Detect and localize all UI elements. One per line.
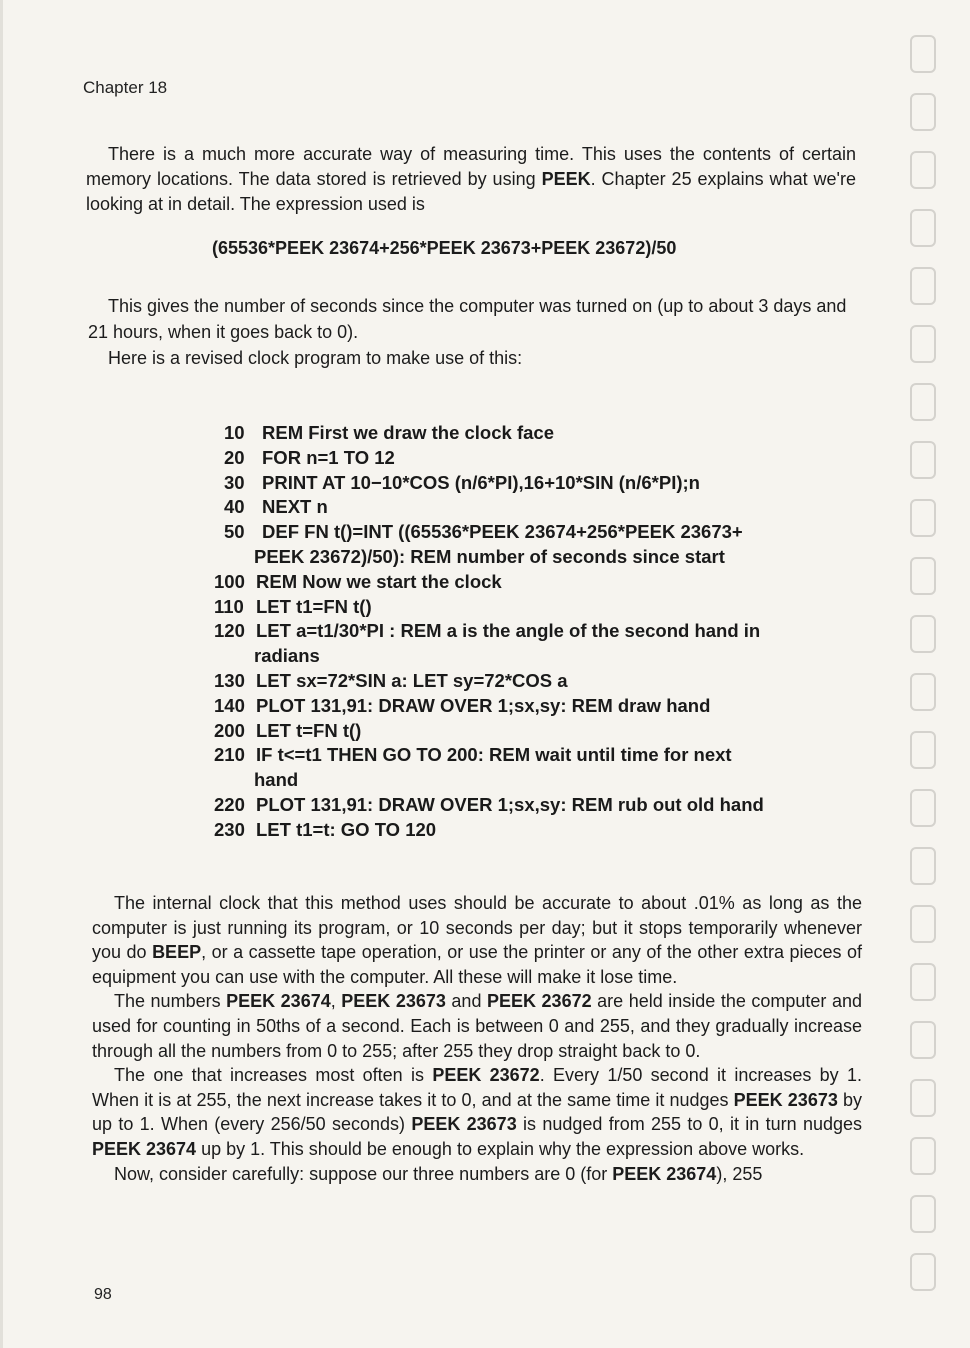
line-number: 120 [214,620,245,642]
line-code: NEXT n [262,496,328,518]
page-edge [0,0,3,1348]
intro-text-continued: . Chapter 25 explains what we're looking at in detail. The expression used is [86,169,856,214]
listing-line [214,495,854,520]
explanation-paragraph: This gives the number of seconds since the computer was turned on (up to about 3 days and 21 hours, when it goes back to 0). [88,296,847,342]
binder-hole [910,1253,936,1291]
binder-hole [910,35,936,73]
listing-line [214,669,854,694]
listing-line [214,471,854,496]
listing-line [214,719,854,744]
body-paragraph-consider: Now, consider carefully: suppose our three numbers are 0 (for PEEK 23674), 255 [114,1163,763,1184]
line-code: PLOT 131,91: DRAW OVER 1;sx,sy: REM draw hand [256,694,711,716]
line-code: PRINT AT 10−10*COS (n/6*PI),16+10*SIN (n/6*PI);n [262,471,700,493]
binder-hole [910,151,936,189]
binder-hole [910,1021,936,1059]
body-paragraph-accuracy: The internal clock that this method uses should be accurate to about .01% as long as the computer is just running its program, or 10 seconds per day; but it stops temporarily whenever you do BEEP, or a cassette tape operation, or use the printer or any of the other extra pieces of equipment you can use with the computer. All these will make it lose time. [92,893,862,987]
listing-line-continuation: PEEK 23672)/50): REM number of seconds since start [254,545,725,567]
binder-hole [910,209,936,247]
binder-holes [900,30,950,1330]
listing-line [214,743,854,768]
body-paragraph-numbers: The numbers PEEK 23674, PEEK 23673 and PEEK 23672 are held inside the computer and used for counting in 50ths of a second. Each is between 0 and 255, and they gradually increase through all the numbers from 0 to 255; after 255 they drop straight back to 0. [92,991,862,1061]
line-number: 140 [214,694,245,716]
line-number: 20 [224,446,245,468]
intro-bold-keyword: PEEK [541,169,591,189]
binder-hole [910,1195,936,1233]
line-number: 200 [214,719,245,741]
formula-explanation [88,293,858,371]
line-code: PLOT 131,91: DRAW OVER 1;sx,sy: REM rub out old hand [256,793,764,815]
program-intro-paragraph: Here is a revised clock program to make use of this: [108,348,523,368]
line-number: 210 [214,744,245,766]
listing-line [214,446,854,471]
listing-line-continuation: radians [254,645,320,667]
body-text [92,891,862,1186]
binder-hole [910,383,936,421]
chapter-heading: Chapter 18 [83,78,168,97]
intro-text: There is a much more accurate way of measuring time. This uses the contents of certain memory locations. The data stored is retrieved by using [86,144,856,189]
binder-hole [910,499,936,537]
line-number: 10 [224,422,245,443]
line-code: LET t1=FN t() [256,595,372,617]
line-code: LET t1=t: GO TO 120 [256,818,437,840]
program-listing [214,421,854,843]
line-number: 220 [214,793,245,815]
binder-hole [910,615,936,653]
binder-hole [910,1079,936,1117]
listing-line-continuation: hand [254,769,299,791]
line-code: IF t<=t1 THEN GO TO 200: REM wait until time for next [256,744,732,766]
line-number: 30 [224,471,245,493]
binder-hole [910,673,936,711]
line-number: 110 [214,595,244,617]
binder-hole [910,325,936,363]
listing-line [214,520,854,545]
line-number: 50 [224,521,245,543]
intro-paragraph [86,142,856,217]
binder-hole [910,789,936,827]
peek-formula: (65536*PEEK 23674+256*PEEK 23673+PEEK 23672)/50 [212,238,677,258]
page-number: 98 [94,1286,112,1303]
body-paragraph-increase: The one that increases most often is PEEK 23672. Every 1/50 second it increases by 1. When it is at 255, the next increase takes it to 0, and at the same time it nudges PEEK 23673 by up to 1. When (every 256/50 seconds) PEEK 23673 is nudged from 255 to 0, it in turn nudges PEEK 23674 up by 1. This should be enough to explain why the expression above works. [92,1065,863,1159]
listing-line [214,793,854,818]
line-code: REM Now we start the clock [256,570,502,592]
line-code: LET a=t1/30*PI : REM a is the angle of the second hand in [256,620,761,642]
line-number: 100 [214,570,245,592]
listing-line [214,694,854,719]
listing-line [214,818,854,843]
line-number: 230 [214,818,245,840]
line-code: REM First we draw the clock face [262,422,554,443]
listing-line [214,619,854,644]
binder-hole [910,905,936,943]
binder-hole [910,267,936,305]
binder-hole [910,847,936,885]
listing-line [214,595,854,620]
listing-line [214,421,854,446]
line-number: 130 [214,669,245,691]
binder-hole [910,731,936,769]
binder-hole [910,557,936,595]
binder-hole [910,1137,936,1175]
line-number: 40 [224,496,245,518]
binder-hole [910,441,936,479]
line-code: LET sx=72*SIN a: LET sy=72*COS a [256,669,568,691]
line-code: LET t=FN t() [256,719,362,741]
listing-line [214,570,854,595]
line-code: DEF FN t()=INT ((65536*PEEK 23674+256*PEEK 23673+ [262,521,743,543]
binder-hole [910,963,936,1001]
line-code: FOR n=1 TO 12 [262,446,395,468]
binder-hole [910,93,936,131]
